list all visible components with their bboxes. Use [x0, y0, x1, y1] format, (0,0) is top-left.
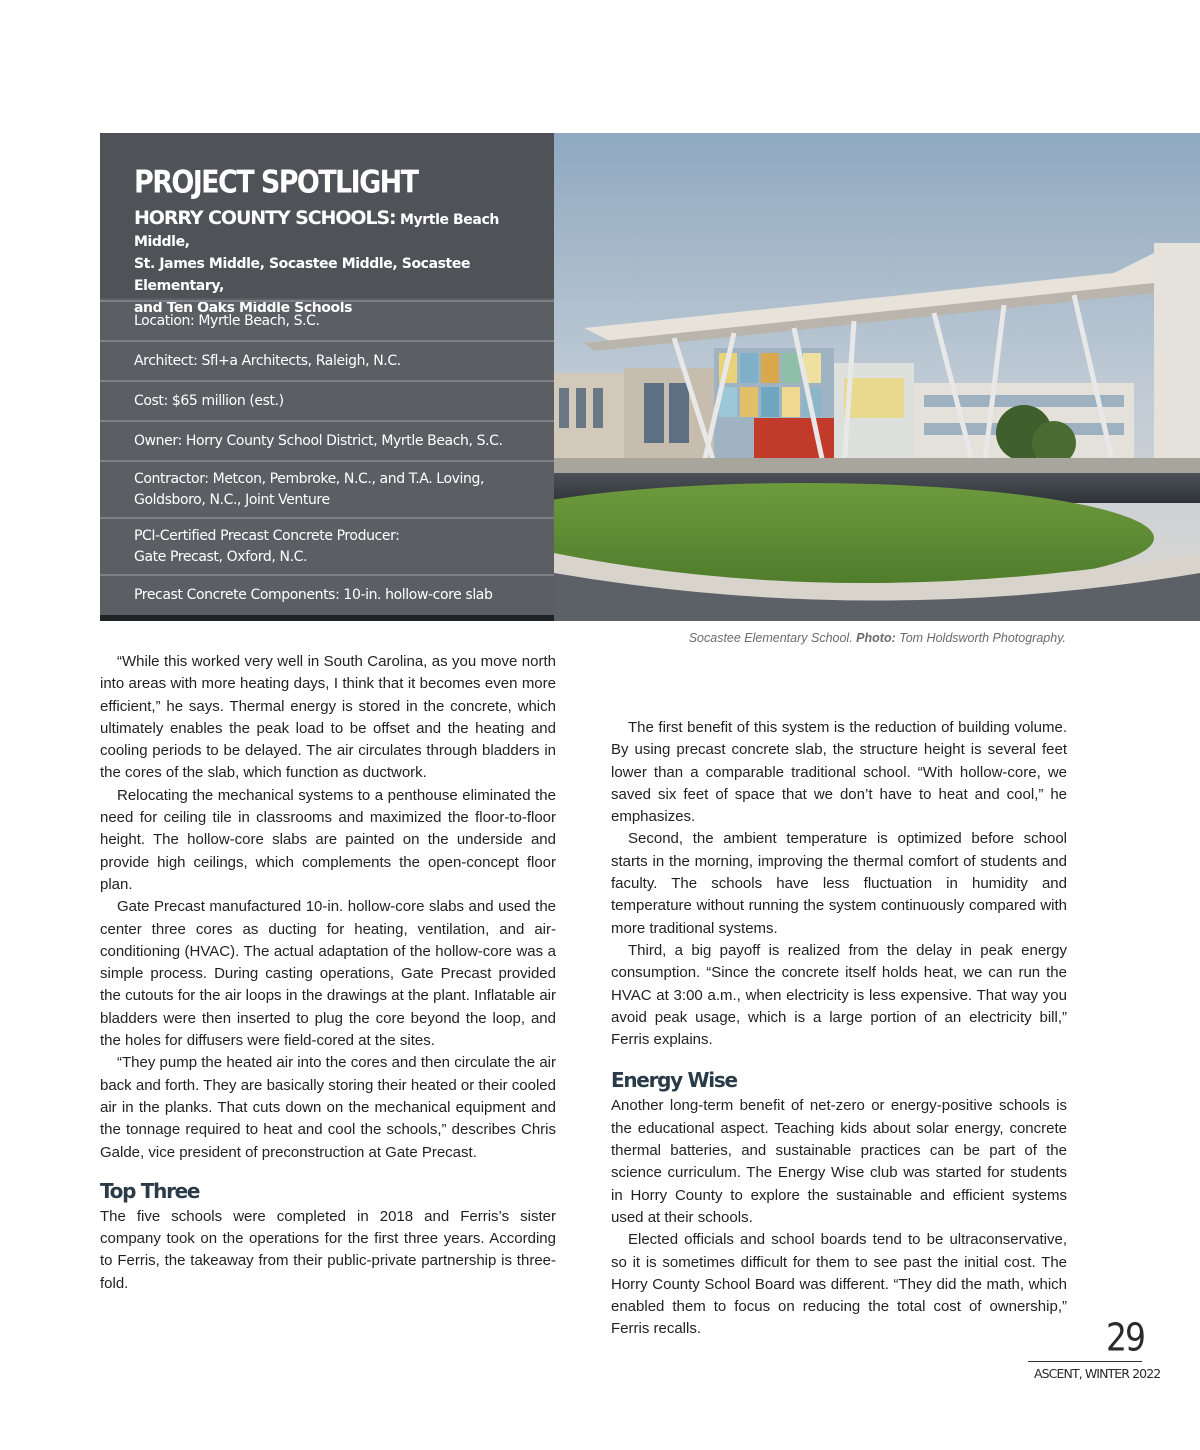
paragraph: Elected officials and school boards tend to be ultraconservative, so it is sometimes difficult for them to see past the initial cost. The Horry County School Board was different. “They did the math, which enabled them to focus on reducing the total cost of ownership,” Ferris recalls. — [611, 1231, 1067, 1338]
spotlight-row-location — [100, 300, 554, 340]
spotlight-row-text: Precast Concrete Components: 10-in. hollow-core slab — [134, 587, 493, 603]
page-number: 29 — [1106, 1315, 1144, 1360]
spotlight-row-text: PCI-Certified Precast Concrete Producer: — [134, 527, 400, 544]
section-heading-energy-wise: Energy Wise — [611, 1068, 737, 1093]
spotlight-row-text: Owner: Horry County School District, Myrtle Beach, S.C. — [134, 432, 503, 449]
spotlight-row-architect — [100, 340, 554, 380]
spotlight-header — [100, 133, 554, 316]
project-spotlight-box — [100, 133, 554, 621]
spotlight-row-text-2: Goldsboro, N.C., Joint Venture — [134, 491, 330, 508]
paragraph: Another long-term benefit of net-zero or energy-positive schools is the educational aspect. Teaching kids about solar energy, concrete thermal batteries, and sustainable practices can be part of the science curriculum. The Energy Wise club was started for students in Horry County to explore the sustainable and efficient systems used at their schools. — [611, 1097, 1067, 1226]
spotlight-subtitle-lead: HORRY COUNTY SCHOOLS: — [134, 207, 396, 229]
paragraph: Relocating the mechanical systems to a penthouse eliminated the need for ceiling tile in classrooms and maximized the floor-to-floor height. The hollow-core slabs are painted on the underside and provide high ceilings, which complements the open-concept floor plan. — [100, 786, 556, 893]
spotlight-row-text: Contractor: Metcon, Pembroke, N.C., and T.A. Loving, — [134, 470, 485, 487]
caption-label: Photo: — [856, 631, 896, 645]
spotlight-row-text: Cost: $65 million (est.) — [134, 392, 284, 409]
folio-divider — [1028, 1361, 1142, 1362]
paragraph: Gate Precast manufactured 10-in. hollow-core slabs and used the center three cores as ducting for heating, ventilation, and air-conditioning (HVAC). The actual adaptation of the hollow-core was a simple process. During casting operations, Gate Precast provided the cutouts for the air loops in the drawings at the plant. Inflatable air bladders were then inserted to plug the core beyond the loop, and the holes for diffusers were field-cored at the sites. — [100, 898, 556, 1050]
spotlight-subtitle-line2: St. James Middle, Socastee Middle, Socastee Elementary, — [134, 256, 471, 294]
photo-caption — [560, 631, 1066, 645]
section-heading-top-three: Top Three — [100, 1178, 200, 1203]
caption-text: Socastee Elementary School. — [688, 631, 853, 645]
paragraph: “They pump the heated air into the cores and then circulate the air back and forth. They are basically storing their heated or their cooled air in the planks. That cuts down on the mechanical equipment and the tonnage required to heat and cool the schools,” describes Chris Galde, vice president of preconstruction at Gate Precast. — [100, 1054, 556, 1161]
spotlight-row-producer — [100, 517, 554, 574]
spotlight-row-components — [100, 574, 554, 615]
paragraph: “While this worked very well in South Carolina, as you move north into areas with more heating days, I think that it becomes even more efficient,” he says. Thermal energy is stored in the concrete, which ultimately enables the peak load to be offset and the heating and cooling periods to be delayed. The air circulates through bladders in the cores of the slab, which function as ductwork. — [100, 653, 556, 782]
spotlight-title: PROJECT SPOTLIGHT — [134, 165, 418, 201]
spotlight-bottom-bar — [100, 615, 554, 621]
paragraph: Second, the ambient temperature is optimized before school starts in the morning, improving the thermal comfort of students and faculty. The schools have less fluctuation in humidity and temperature without running the system continuously compared with more traditional systems. — [611, 830, 1067, 937]
spotlight-row-contractor — [100, 460, 554, 517]
publication-name: ASCENT, WINTER 2022 — [1034, 1366, 1161, 1381]
spotlight-row-text-2: Gate Precast, Oxford, N.C. — [134, 548, 308, 565]
paragraph: Third, a big payoff is realized from the delay in peak energy consumption. “Since the concrete itself holds heat, we can run the HVAC at 3:00 a.m., when electricity is less expensive. That way you avoid peak usage, which is a large portion of an electricity bill,” Ferris explains. — [611, 941, 1067, 1049]
spotlight-row-text: Location: Myrtle Beach, S.C. — [134, 312, 320, 329]
spotlight-subtitle-line1: Myrtle Beach Middle, — [134, 212, 499, 250]
spotlight-row-text: Architect: Sfl+a Architects, Raleigh, N.C. — [134, 352, 401, 369]
spotlight-row-owner — [100, 420, 554, 460]
caption-credit: Tom Holdsworth Photography. — [899, 631, 1066, 645]
article-left-column — [100, 651, 556, 1295]
school-photo — [554, 133, 1200, 621]
spotlight-row-cost — [100, 380, 554, 420]
paragraph: The five schools were completed in 2018 and Ferris’s sister company took on the operations for the first three years. According to Ferris, the takeaway from their public-private partnership is three-fold. — [100, 1207, 556, 1292]
article-right-column — [611, 717, 1067, 1341]
paragraph: The first benefit of this system is the reduction of building volume. By using precast concrete slab, the structure height is several feet lower than a comparable traditional school. “With hollow-core, we saved six feet of space that we don’t have to heat and cool,” he emphasizes. — [611, 719, 1067, 826]
spotlight-subtitle-line3: and Ten Oaks Middle Schools — [134, 300, 353, 316]
